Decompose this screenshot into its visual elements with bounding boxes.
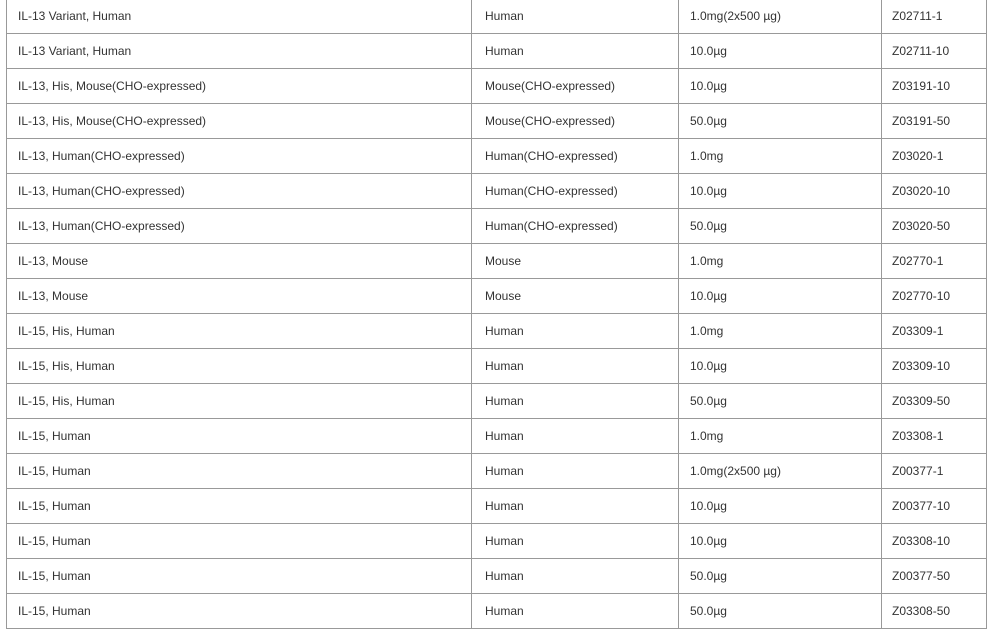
table-row [7,489,987,524]
product-name-cell: IL-13 Variant, Human [7,0,472,34]
size-cell: 10.0µg [679,34,882,69]
table-row [7,559,987,594]
species-cell: Human [472,594,679,629]
table-row [7,244,987,279]
size-cell: 1.0mg(2x500 µg) [679,454,882,489]
catalog-number-cell: Z03020-50 [882,209,987,244]
size-cell: 50.0µg [679,209,882,244]
table-row [7,34,987,69]
catalog-number-cell: Z03308-10 [882,524,987,559]
catalog-number-cell: Z02711-1 [882,0,987,34]
catalog-number-cell: Z03020-1 [882,139,987,174]
size-cell: 1.0mg [679,419,882,454]
size-cell: 1.0mg(2x500 µg) [679,0,882,34]
size-cell: 50.0µg [679,559,882,594]
table-row [7,419,987,454]
catalog-number-cell: Z03309-1 [882,314,987,349]
product-name-cell: IL-13, His, Mouse(CHO-expressed) [7,69,472,104]
catalog-number-cell: Z03020-10 [882,174,987,209]
catalog-number-cell: Z03308-50 [882,594,987,629]
table-row [7,454,987,489]
species-cell: Human [472,314,679,349]
catalog-number-cell: Z03309-10 [882,349,987,384]
product-table-body [7,0,987,629]
catalog-number-cell: Z02770-1 [882,244,987,279]
product-name-cell: IL-15, His, Human [7,314,472,349]
product-name-cell: IL-15, Human [7,594,472,629]
product-name-cell: IL-15, His, Human [7,384,472,419]
size-cell: 50.0µg [679,384,882,419]
species-cell: Human(CHO-expressed) [472,209,679,244]
species-cell: Human [472,0,679,34]
size-cell: 10.0µg [679,349,882,384]
table-row [7,104,987,139]
catalog-number-cell: Z00377-10 [882,489,987,524]
catalog-number-cell: Z03309-50 [882,384,987,419]
product-name-cell: IL-13, Mouse [7,279,472,314]
catalog-number-cell: Z03191-10 [882,69,987,104]
table-row [7,0,987,34]
catalog-number-cell: Z02711-10 [882,34,987,69]
species-cell: Human [472,489,679,524]
species-cell: Human(CHO-expressed) [472,174,679,209]
size-cell: 10.0µg [679,174,882,209]
catalog-number-cell: Z02770-10 [882,279,987,314]
catalog-number-cell: Z03191-50 [882,104,987,139]
product-name-cell: IL-15, Human [7,419,472,454]
species-cell: Human [472,384,679,419]
species-cell: Mouse [472,279,679,314]
table-row [7,139,987,174]
product-name-cell: IL-13, Mouse [7,244,472,279]
table-row [7,314,987,349]
species-cell: Mouse [472,244,679,279]
product-name-cell: IL-15, His, Human [7,349,472,384]
size-cell: 10.0µg [679,69,882,104]
table-row [7,174,987,209]
table-row [7,384,987,419]
table-row [7,209,987,244]
species-cell: Human [472,454,679,489]
size-cell: 50.0µg [679,594,882,629]
species-cell: Mouse(CHO-expressed) [472,69,679,104]
product-name-cell: IL-15, Human [7,559,472,594]
size-cell: 50.0µg [679,104,882,139]
product-name-cell: IL-13, Human(CHO-expressed) [7,174,472,209]
product-name-cell: IL-13, Human(CHO-expressed) [7,209,472,244]
product-name-cell: IL-15, Human [7,524,472,559]
table-row [7,524,987,559]
catalog-number-cell: Z00377-1 [882,454,987,489]
size-cell: 1.0mg [679,244,882,279]
size-cell: 10.0µg [679,524,882,559]
product-name-cell: IL-13 Variant, Human [7,34,472,69]
species-cell: Human [472,34,679,69]
species-cell: Human(CHO-expressed) [472,139,679,174]
species-cell: Human [472,524,679,559]
product-table [6,0,987,629]
product-name-cell: IL-15, Human [7,489,472,524]
species-cell: Human [472,419,679,454]
catalog-number-cell: Z00377-50 [882,559,987,594]
table-row [7,349,987,384]
species-cell: Human [472,349,679,384]
table-row [7,594,987,629]
size-cell: 1.0mg [679,314,882,349]
catalog-number-cell: Z03308-1 [882,419,987,454]
species-cell: Human [472,559,679,594]
species-cell: Mouse(CHO-expressed) [472,104,679,139]
size-cell: 10.0µg [679,279,882,314]
size-cell: 10.0µg [679,489,882,524]
table-row [7,279,987,314]
table-row [7,69,987,104]
product-name-cell: IL-15, Human [7,454,472,489]
product-name-cell: IL-13, Human(CHO-expressed) [7,139,472,174]
product-name-cell: IL-13, His, Mouse(CHO-expressed) [7,104,472,139]
size-cell: 1.0mg [679,139,882,174]
